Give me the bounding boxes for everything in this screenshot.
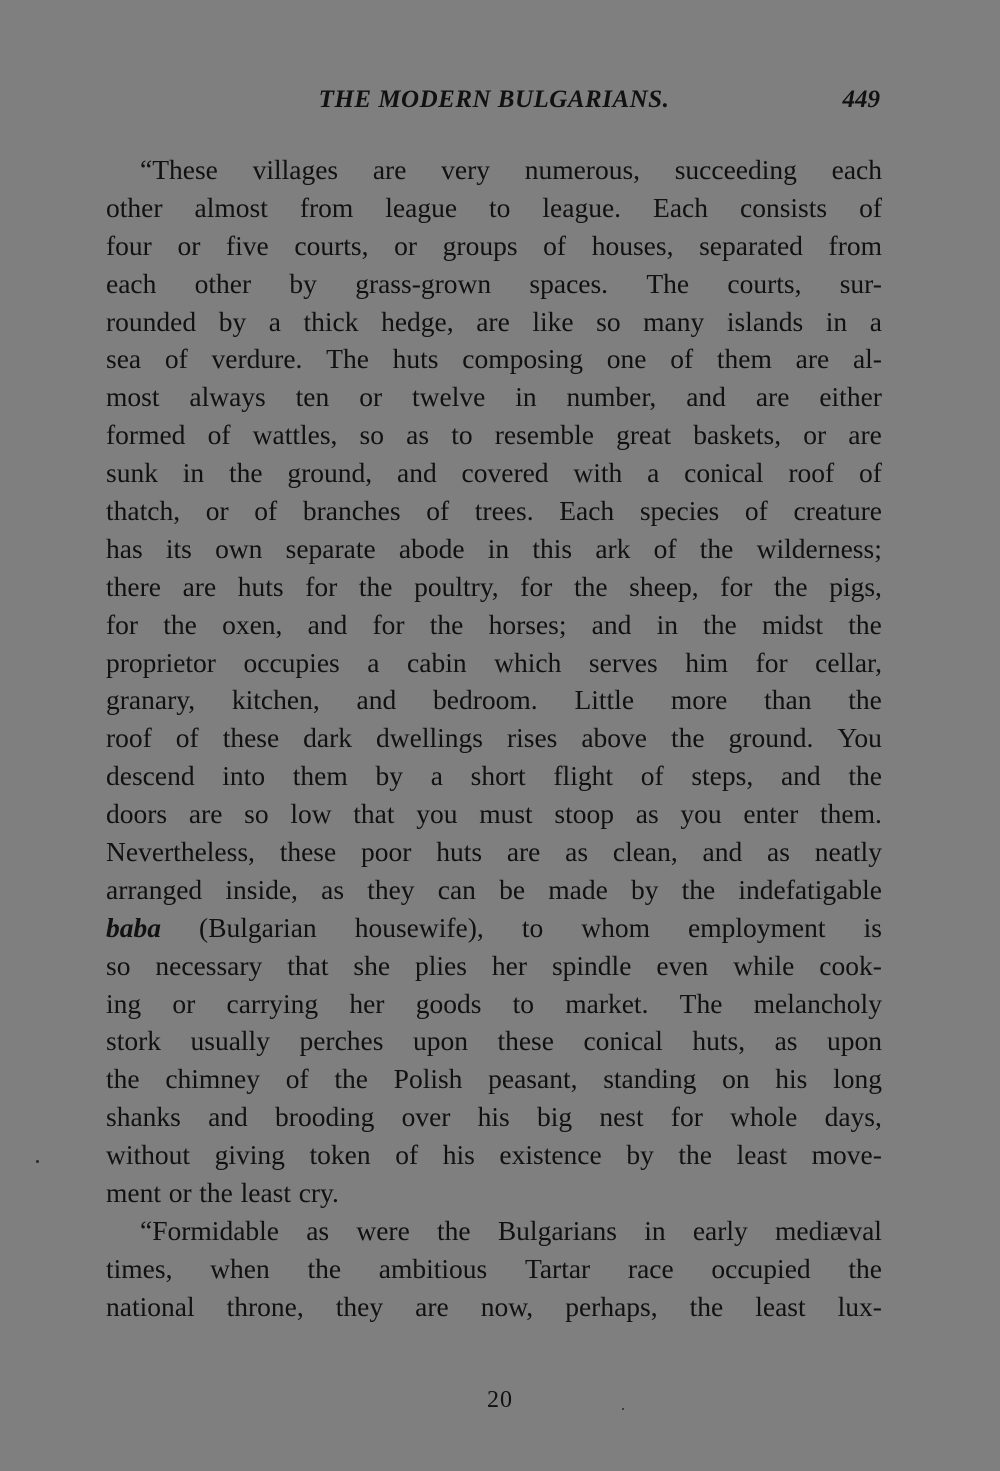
text-line: has its own separate abode in this ark of the wilderness; xyxy=(106,532,882,564)
text-line: sunk in the ground, and covered with a conical roof of xyxy=(106,457,882,489)
text-line: rounded by a thick hedge, are like so many islands in a xyxy=(106,305,882,337)
text-line: stork usually perches upon these conical huts, as upon xyxy=(106,1025,882,1057)
text-line: descend into them by a short flight of steps, and the xyxy=(106,760,882,792)
text-line: “Formidable as were the Bulgarians in early mediæval xyxy=(140,1214,882,1246)
text-line: national throne, they are now, perhaps, the least lux- xyxy=(106,1290,882,1322)
text-line: times, when the ambitious Tartar race occupied the xyxy=(106,1252,882,1284)
text-line: proprietor occupies a cabin which serves him for cellar, xyxy=(106,646,882,678)
running-title: THE MODERN BULGARIANS. xyxy=(318,86,670,113)
scan-speck xyxy=(622,1408,624,1410)
text-line: other almost from league to league. Each consists of xyxy=(106,191,882,223)
text-line: shanks and brooding over his big nest for whole days, xyxy=(106,1101,882,1133)
text-line-last: ment or the least cry. xyxy=(106,1177,339,1209)
text-line: granary, kitchen, and bedroom. Little more than the xyxy=(106,684,882,716)
text-line: the chimney of the Polish peasant, standing on his long xyxy=(106,1063,882,1095)
text-line: ing or carrying her goods to market. The melancholy xyxy=(106,987,882,1019)
text-line: “These villages are very numerous, succeeding each xyxy=(140,154,882,185)
text-line: sea of verdure. The huts composing one of them are al- xyxy=(106,343,882,375)
text-line: each other by grass-grown spaces. The courts, sur- xyxy=(106,267,882,299)
text-line: there are huts for the poultry, for the sheep, for the pigs, xyxy=(106,570,882,602)
text-line: for the oxen, and for the horses; and in the midst the xyxy=(106,608,882,640)
running-head xyxy=(106,80,882,120)
body-text xyxy=(106,151,882,1326)
page-number: 449 xyxy=(842,86,880,113)
text-line: Nevertheless, these poor huts are as clean, and as neatly xyxy=(106,836,882,868)
text-line: roof of these dark dwellings rises above the ground. You xyxy=(106,722,882,754)
text-line-italic-start: baba (Bulgarian housewife), to whom employment is xyxy=(106,911,882,943)
text-line: formed of wattles, so as to resemble great baskets, or are xyxy=(106,419,882,451)
text-line: without giving token of his existence by the least move- xyxy=(106,1139,882,1171)
text-line: most always ten or twelve in number, and are either xyxy=(106,381,882,413)
scan-speck xyxy=(36,1160,39,1163)
text-line: doors are so low that you must stoop as you enter them. xyxy=(106,798,882,830)
text-line: four or five courts, or groups of houses, separated from xyxy=(106,229,882,261)
text-line: so necessary that she plies her spindle even while cook- xyxy=(106,949,882,981)
signature-mark: 20 xyxy=(487,1387,513,1413)
text-line: thatch, or of branches of trees. Each species of creature xyxy=(106,495,882,527)
text-line: arranged inside, as they can be made by the indefatigable xyxy=(106,873,882,905)
